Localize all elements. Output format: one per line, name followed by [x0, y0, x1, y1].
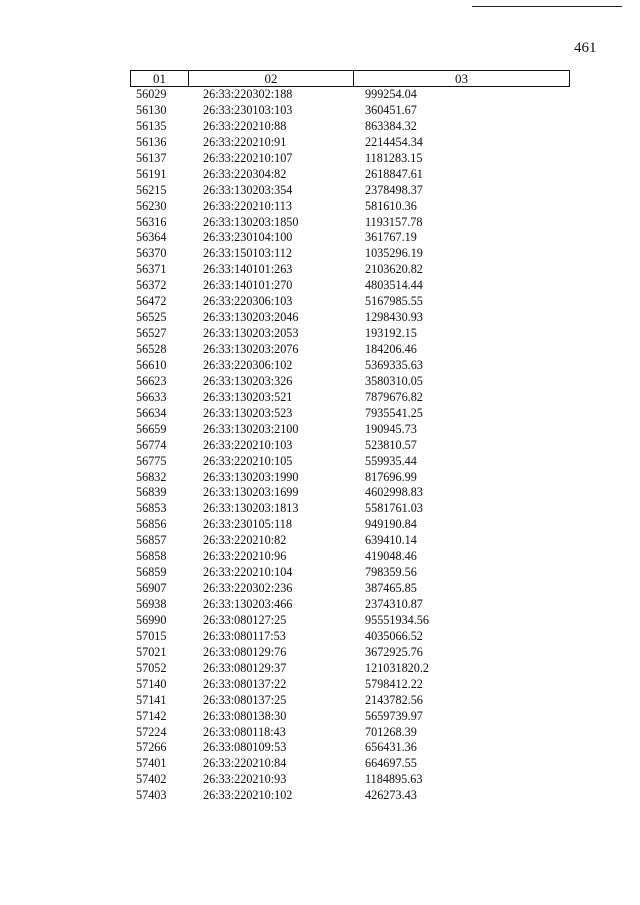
table-row	[0, 756, 640, 772]
value-cell: 1298430.93	[365, 310, 423, 325]
cadastral-number-cell: 26:33:220304:82	[203, 166, 287, 181]
table-row	[0, 470, 640, 486]
cadastral-number-cell: 26:33:220210:84	[203, 756, 287, 771]
table-row	[0, 645, 640, 661]
cadastral-number-cell: 26:33:230104:100	[203, 230, 293, 245]
cadastral-number-cell: 26:33:080137:25	[203, 692, 287, 707]
cadastral-number-cell: 26:33:220210:104	[203, 565, 293, 580]
row-id-cell: 57141	[136, 692, 167, 707]
value-cell: 387465.85	[365, 581, 417, 596]
value-cell: 639410.14	[365, 533, 417, 548]
value-cell: 656431.36	[365, 740, 417, 755]
value-cell: 4035066.52	[365, 628, 423, 643]
value-cell: 817696.99	[365, 469, 417, 484]
value-cell: 3580310.05	[365, 373, 423, 388]
row-id-cell: 57266	[136, 740, 167, 755]
value-cell: 360451.67	[365, 102, 417, 117]
value-cell: 1181283.15	[365, 150, 423, 165]
value-cell: 426273.43	[365, 788, 417, 803]
table-row	[0, 422, 640, 438]
cadastral-number-cell: 26:33:220210:91	[203, 134, 287, 149]
table-header	[130, 70, 570, 87]
value-cell: 193192.15	[365, 326, 417, 341]
row-id-cell: 56907	[136, 581, 167, 596]
value-cell: 2374310.87	[365, 597, 423, 611]
cadastral-number-cell: 26:33:220210:113	[203, 198, 292, 213]
table-row	[0, 661, 640, 677]
row-id-cell: 56191	[136, 166, 167, 181]
table-row	[0, 709, 640, 725]
value-cell: 5659739.97	[365, 708, 423, 723]
row-id-cell: 56858	[136, 549, 167, 564]
row-id-cell: 56136	[136, 134, 167, 149]
value-cell: 523810.57	[365, 437, 417, 452]
cadastral-number-cell: 26:33:130203:2100	[203, 421, 299, 436]
table-row	[0, 358, 640, 374]
cadastral-number-cell: 26:33:150103:112	[203, 246, 292, 261]
table-row	[0, 151, 640, 167]
cadastral-number-cell: 26:33:130203:1990	[203, 469, 299, 484]
table-row	[0, 342, 640, 358]
row-id-cell: 56472	[136, 294, 167, 309]
row-id-cell: 56839	[136, 485, 167, 500]
cadastral-number-cell: 26:33:220302:236	[203, 581, 293, 596]
table-row	[0, 374, 640, 390]
table-row	[0, 565, 640, 581]
row-id-cell: 56130	[136, 102, 167, 117]
value-cell: 184206.46	[365, 342, 417, 356]
table-row	[0, 677, 640, 693]
table-row	[0, 278, 640, 294]
table-row	[0, 629, 640, 645]
value-cell: 7879676.82	[365, 389, 423, 404]
cadastral-number-cell: 26:33:220210:82	[203, 533, 287, 548]
value-cell: 5167985.55	[365, 294, 423, 309]
row-id-cell: 56372	[136, 278, 167, 293]
row-id-cell: 57140	[136, 676, 167, 691]
table-row	[0, 183, 640, 199]
value-cell: 2214454.34	[365, 134, 423, 149]
cadastral-number-cell: 26:33:130203:1699	[203, 485, 299, 500]
value-cell: 361767.19	[365, 230, 417, 245]
page-number: 461	[574, 40, 597, 56]
row-id-cell: 56659	[136, 421, 167, 436]
row-id-cell: 56370	[136, 246, 167, 261]
table-row	[0, 597, 640, 613]
cadastral-number-cell: 26:33:130203:523	[203, 405, 293, 420]
cadastral-number-cell: 26:33:140101:263	[203, 262, 293, 277]
cadastral-number-cell: 26:33:130203:326	[203, 373, 293, 388]
value-cell: 701268.39	[365, 724, 417, 739]
column-header-01: 01	[131, 71, 189, 86]
table-row	[0, 199, 640, 215]
value-cell: 1035296.19	[365, 246, 423, 261]
value-cell: 1184895.63	[365, 772, 423, 787]
row-id-cell: 56215	[136, 182, 167, 197]
table-row	[0, 485, 640, 501]
value-cell: 190945.73	[365, 421, 417, 436]
row-id-cell: 56610	[136, 357, 167, 372]
table-row	[0, 103, 640, 119]
cadastral-number-cell: 26:33:230103:103	[203, 102, 293, 117]
value-cell: 999254.04	[365, 87, 417, 101]
table-row	[0, 294, 640, 310]
row-id-cell: 56528	[136, 342, 167, 356]
cadastral-number-cell: 26:33:220210:107	[203, 150, 293, 165]
row-id-cell: 56230	[136, 198, 167, 213]
row-id-cell: 56853	[136, 501, 167, 516]
value-cell: 3672925.76	[365, 644, 423, 659]
cadastral-number-cell: 26:33:080138:30	[203, 708, 287, 723]
column-header-02: 02	[189, 71, 354, 86]
value-cell: 581610.36	[365, 198, 417, 213]
table-row	[0, 517, 640, 533]
row-id-cell: 57401	[136, 756, 167, 771]
table-row	[0, 326, 640, 342]
value-cell: 949190.84	[365, 517, 417, 532]
value-cell: 419048.46	[365, 549, 417, 564]
column-header-03: 03	[455, 71, 468, 86]
row-id-cell: 57052	[136, 660, 167, 675]
cadastral-number-cell: 26:33:080127:25	[203, 612, 287, 627]
cadastral-number-cell: 26:33:230105:118	[203, 517, 292, 532]
cadastral-number-cell: 26:33:220306:102	[203, 357, 293, 372]
cadastral-number-cell: 26:33:130203:2076	[203, 342, 299, 356]
cadastral-number-cell: 26:33:220210:103	[203, 437, 293, 452]
row-id-cell: 56364	[136, 230, 167, 245]
cadastral-number-cell: 26:33:220210:105	[203, 453, 293, 468]
row-id-cell: 56938	[136, 597, 167, 611]
table-row	[0, 262, 640, 278]
value-cell: 121031820.2	[365, 660, 429, 675]
cadastral-number-cell: 26:33:080118:43	[203, 724, 286, 739]
cadastral-number-cell: 26:33:130203:1850	[203, 214, 299, 229]
row-id-cell: 56856	[136, 517, 167, 532]
row-id-cell: 56774	[136, 437, 167, 452]
value-cell: 5369335.63	[365, 357, 423, 372]
row-id-cell: 56316	[136, 214, 167, 229]
row-id-cell: 57402	[136, 772, 167, 787]
value-cell: 559935.44	[365, 453, 417, 468]
cadastral-number-cell: 26:33:220210:88	[203, 118, 287, 133]
cadastral-number-cell: 26:33:080129:37	[203, 660, 287, 675]
row-id-cell: 56990	[136, 612, 167, 627]
table-row	[0, 613, 640, 629]
value-cell: 2378498.37	[365, 182, 423, 197]
cadastral-number-cell: 26:33:130203:1813	[203, 501, 299, 516]
table-row	[0, 533, 640, 549]
row-id-cell: 56857	[136, 533, 167, 548]
row-id-cell: 56859	[136, 565, 167, 580]
table-row	[0, 501, 640, 517]
row-id-cell: 56137	[136, 150, 167, 165]
cadastral-number-cell: 26:33:140101:270	[203, 278, 293, 293]
table-row	[0, 87, 640, 103]
value-cell: 1193157.78	[365, 214, 423, 229]
value-cell: 798359.56	[365, 565, 417, 580]
cadastral-number-cell: 26:33:080129:76	[203, 644, 287, 659]
row-id-cell: 56135	[136, 118, 167, 133]
table-row	[0, 772, 640, 788]
table-row	[0, 725, 640, 741]
value-cell: 5581761.03	[365, 501, 423, 516]
value-cell: 5798412.22	[365, 676, 423, 691]
row-id-cell: 56775	[136, 453, 167, 468]
table-row	[0, 406, 640, 422]
value-cell: 664697.55	[365, 756, 417, 771]
row-id-cell: 57142	[136, 708, 167, 723]
row-id-cell: 56623	[136, 373, 167, 388]
cadastral-number-cell: 26:33:220210:96	[203, 549, 287, 564]
table-row	[0, 310, 640, 326]
table-row	[0, 230, 640, 246]
cadastral-number-cell: 26:33:080109:53	[203, 740, 287, 755]
row-id-cell: 57015	[136, 628, 167, 643]
table-row	[0, 693, 640, 709]
cadastral-number-cell: 26:33:220210:93	[203, 772, 287, 787]
cadastral-number-cell: 26:33:220302:188	[203, 87, 293, 101]
table-row	[0, 246, 640, 262]
cadastral-number-cell: 26:33:130203:2046	[203, 310, 299, 325]
value-cell: 2143782.56	[365, 692, 423, 707]
table-row	[0, 390, 640, 406]
table-row	[0, 788, 640, 804]
table-row	[0, 215, 640, 231]
cadastral-number-cell: 26:33:220210:102	[203, 788, 293, 803]
row-id-cell: 56633	[136, 389, 167, 404]
value-cell: 7935541.25	[365, 405, 423, 420]
cadastral-number-cell: 26:33:080137:22	[203, 676, 287, 691]
value-cell: 2618847.61	[365, 166, 423, 181]
row-id-cell: 56371	[136, 262, 167, 277]
value-cell: 2103620.82	[365, 262, 423, 277]
cadastral-number-cell: 26:33:130203:466	[203, 597, 293, 611]
value-cell: 4602998.83	[365, 485, 423, 500]
cadastral-number-cell: 26:33:130203:354	[203, 182, 293, 197]
row-id-cell: 57224	[136, 724, 167, 739]
table-row	[0, 119, 640, 135]
cadastral-number-cell: 26:33:130203:521	[203, 389, 293, 404]
row-id-cell: 56029	[136, 87, 167, 101]
table-row	[0, 454, 640, 470]
value-cell: 95551934.56	[365, 612, 429, 627]
row-id-cell: 56527	[136, 326, 167, 341]
table-row	[0, 167, 640, 183]
top-rule	[472, 6, 622, 7]
value-cell: 4803514.44	[365, 278, 423, 293]
cadastral-number-cell: 26:33:220306:103	[203, 294, 293, 309]
row-id-cell: 56525	[136, 310, 167, 325]
cadastral-number-cell: 26:33:080117:53	[203, 628, 286, 643]
table-row	[0, 549, 640, 565]
value-cell: 863384.32	[365, 118, 417, 133]
row-id-cell: 56634	[136, 405, 167, 420]
cadastral-number-cell: 26:33:130203:2053	[203, 326, 299, 341]
row-id-cell: 57403	[136, 788, 167, 803]
table-row	[0, 740, 640, 756]
table-row	[0, 581, 640, 597]
table-body	[0, 87, 640, 804]
row-id-cell: 56832	[136, 469, 167, 484]
table-row	[0, 135, 640, 151]
row-id-cell: 57021	[136, 644, 167, 659]
table-row	[0, 438, 640, 454]
